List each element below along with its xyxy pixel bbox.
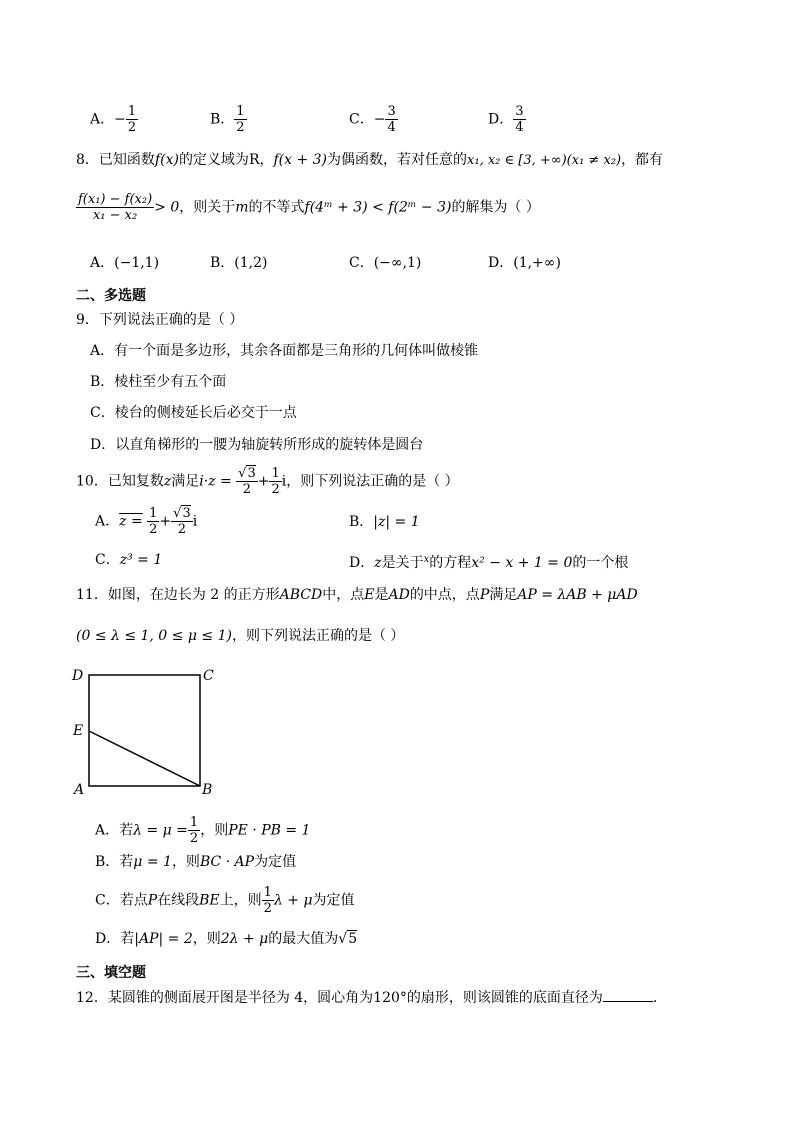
q8-option-c: C．(−∞,1) (349, 255, 422, 271)
q7-option-d: D． $\frac{3}{4}$ (488, 104, 524, 135)
q8-option-b: B．(1,2) (210, 255, 268, 271)
q7-option-b: B． $\frac{1}{2}$ (210, 104, 245, 135)
q9-option-b: B．棱柱至少有五个面 (90, 374, 227, 390)
section-heading-multiple-choice: 二、多选题 (76, 288, 146, 304)
q10-option-a: A．z = $\frac{1}{2}$ + $\frac{√3}{2}$ i (95, 506, 198, 537)
q9-stem: 9．下列说法正确的是（ ） (76, 312, 244, 328)
q8-stem-line2: $\frac{\text{f(x₁) − f(x₂)}}{\text{x₁ − x₂}}$ > 0，则关于m的不等式f(4ᵐ + 3) < f(2ᵐ − 3)的解集为（ ） (78, 192, 540, 223)
q11-option-a: A．若λ = μ = $\frac{1}{2}$ ，则PE · PB = 1 (95, 815, 311, 846)
q11-option-b: B．若μ = 1，则BC · AP为定值 (95, 854, 297, 870)
vertex-label-d: D (72, 668, 84, 684)
q10-option-c: C．z³ = 1 (95, 552, 163, 568)
q11-vector-equation: AP = λAB + μAD (517, 587, 638, 603)
q10-option-b: B．|z| = 1 (349, 514, 420, 530)
q11-option-d: D．若|AP| = 2，则2λ + μ的最大值为√5 (95, 931, 358, 947)
square-outline (89, 675, 200, 786)
segment-eb (89, 731, 200, 786)
q9-option-d: D．以直角梯形的一腰为轴旋转所形成的旋转体是圆台 (90, 437, 424, 453)
q12-stem: 12．某圆锥的侧面展开图是半径为 4，圆心角为120°的扇形，则该圆锥的底面直径为 . (76, 990, 658, 1006)
q7-option-a: A．− $\frac{1}{2}$ (90, 104, 137, 135)
q10-option-d: D．z是关于$^x$的方程x² − x + 1 = 0的一个根 (349, 554, 629, 571)
q11-stem-line1: 11．如图，在边长为 2 的正方形ABCD中，点E是AD的中点，点P满足AP = λAB + μAD (76, 587, 638, 603)
vertex-label-b: B (202, 782, 213, 798)
q11-option-c: C．若点P在线段BE上，则 $\frac{1}{2}$ λ + μ为定值 (95, 885, 355, 916)
point-label-e: E (73, 723, 84, 739)
q11-stem-line2: (0 ≤ λ ≤ 1, 0 ≤ μ ≤ 1)，则下列说法正确的是（ ） (76, 628, 405, 644)
vertex-label-a: A (74, 782, 85, 798)
q8-option-d: D．(1,+∞) (488, 255, 561, 271)
q8-option-a: A．(−1,1) (90, 255, 160, 271)
q8-stem-line1: 8．已知函数f(x)的定义域为R，f(x + 3)为偶函数，若对任意的x₁, x₂ ∈ [3, +∞)(x₁ ≠ x₂)，都有 (76, 152, 664, 168)
section-heading-fill-in: 三、填空题 (76, 965, 146, 981)
q9-option-a: A．有一个面是多边形，其余各面都是三角形的几何体叫做棱锥 (90, 343, 479, 359)
q9-option-c: C．棱台的侧棱延长后必交于一点 (90, 405, 297, 421)
q7-option-c: C．− $\frac{3}{4}$ (349, 104, 396, 135)
q12-answer-blank[interactable] (603, 989, 653, 1002)
q10-stem: 10．已知复数z满足i·z = $\frac{√3}{2}$ + $\frac{1}{2}$ i，则下列说法正确的是（ ） (76, 466, 459, 497)
vertex-label-c: C (203, 668, 214, 684)
square-abcd-figure (70, 664, 220, 798)
